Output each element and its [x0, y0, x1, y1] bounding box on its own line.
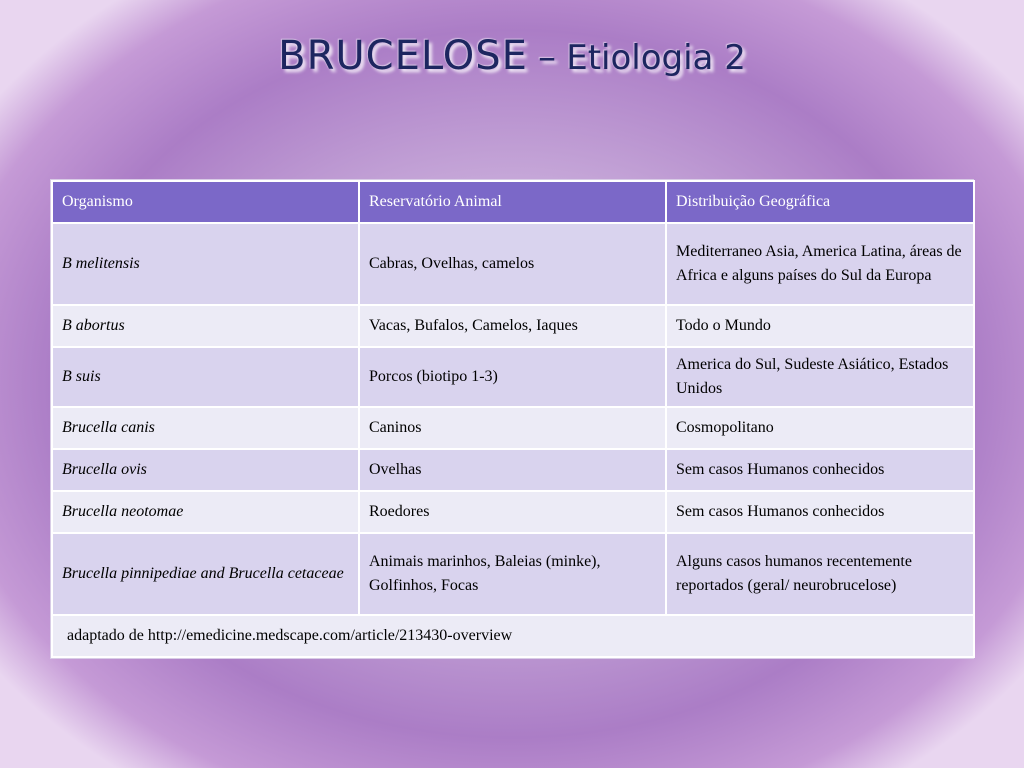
table-row	[52, 223, 974, 305]
cell-geography: Todo o Mundo	[666, 305, 974, 347]
cell-organism: Brucella pinnipediae and Brucella cetaceae	[52, 533, 359, 615]
cell-reservoir: Porcos (biotipo 1-3)	[359, 347, 666, 407]
slide-title-subtitle: Etiologia 2	[566, 38, 746, 78]
cell-geography: Mediterraneo Asia, America Latina, áreas de Africa e alguns países do Sul da Europa	[666, 223, 974, 305]
cell-reservoir: Roedores	[359, 491, 666, 533]
slide-title	[0, 33, 1024, 79]
cell-organism: Brucella neotomae	[52, 491, 359, 533]
cell-geography: Cosmopolitano	[666, 407, 974, 449]
table-row	[52, 347, 974, 407]
cell-organism: Brucella ovis	[52, 449, 359, 491]
slide-title-main: BRUCELOSE	[278, 33, 528, 79]
cell-geography: Sem casos Humanos conhecidos	[666, 491, 974, 533]
cell-reservoir: Animais marinhos, Baleias (minke), Golfinhos, Focas	[359, 533, 666, 615]
cell-organism: B abortus	[52, 305, 359, 347]
cell-organism: Brucella canis	[52, 407, 359, 449]
column-header-geography: Distribuição Geográfica	[666, 181, 974, 223]
etiology-table	[51, 180, 975, 658]
cell-organism: B melitensis	[52, 223, 359, 305]
slide-title-separator: –	[538, 37, 557, 78]
cell-geography: America do Sul, Sudeste Asiático, Estados Unidos	[666, 347, 974, 407]
table-row	[52, 305, 974, 347]
cell-reservoir: Caninos	[359, 407, 666, 449]
table-row	[52, 533, 974, 615]
column-header-organism: Organismo	[52, 181, 359, 223]
cell-geography: Sem casos Humanos conhecidos	[666, 449, 974, 491]
cell-geography: Alguns casos humanos recentemente reportados (geral/ neurobrucelose)	[666, 533, 974, 615]
cell-reservoir: Ovelhas	[359, 449, 666, 491]
table-row	[52, 449, 974, 491]
cell-organism: B suis	[52, 347, 359, 407]
cell-reservoir: Vacas, Bufalos, Camelos, Iaques	[359, 305, 666, 347]
table-footnote: adaptado de http://emedicine.medscape.com/article/213430-overview	[52, 615, 974, 657]
table-footnote-row	[52, 615, 974, 657]
column-header-reservoir: Reservatório Animal	[359, 181, 666, 223]
table-header-row	[52, 181, 974, 223]
table-row	[52, 407, 974, 449]
cell-reservoir: Cabras, Ovelhas, camelos	[359, 223, 666, 305]
table-row	[52, 491, 974, 533]
etiology-table-container	[51, 180, 973, 658]
